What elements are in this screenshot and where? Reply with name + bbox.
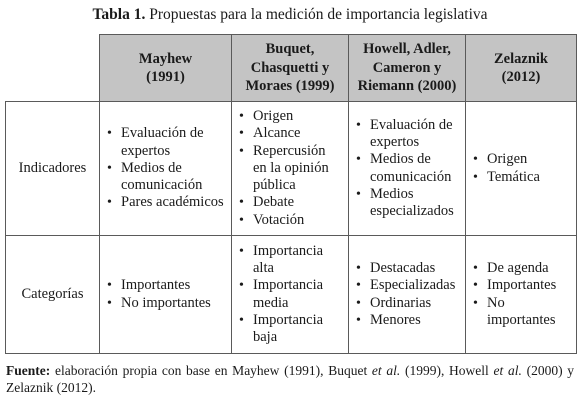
header-buquet: Buquet, Chasquetti y Moraes (1999) [232, 35, 349, 102]
list-item: • Medios de comunicación [355, 151, 459, 185]
list-item: • Importantes [106, 277, 225, 294]
table-title: Propuestas para la medición de importancia legislativa [149, 6, 488, 23]
header-mayhew: Mayhew (1991) [100, 35, 232, 102]
table-source-note: Fuente: elaboración propia con base en Mayhew (1991), Buquet et al. (1999), Howell et al. (2000) y Zelaznik (2012). [6, 363, 575, 395]
cell-indicadores-buquet [232, 102, 349, 236]
header-row [6, 35, 577, 102]
row-label-categorias: Categorías [6, 236, 100, 354]
cell-categorias-buquet [232, 236, 349, 354]
table-caption [0, 6, 580, 24]
cell-indicadores-zelaznik [466, 102, 577, 236]
list-item: • Importancia baja [238, 312, 342, 346]
list-item: • Especializadas [355, 277, 459, 294]
list-item: • Debate [238, 194, 342, 211]
list-item: • Temática [472, 169, 570, 186]
list-item: • Importancia media [238, 277, 342, 311]
list-item: • Evaluación de expertos [106, 125, 225, 159]
list-item: • Destacadas [355, 260, 459, 277]
list-item: • Medios especializados [355, 186, 459, 220]
list-item: • Votación [238, 212, 342, 229]
row-label-indicadores: Indicadores [6, 102, 100, 236]
list-item: • De agenda [472, 260, 570, 277]
list-item: • Origen [238, 108, 342, 125]
list-item: • Evaluación de expertos [355, 117, 459, 151]
cell-indicadores-howell [349, 102, 466, 236]
table-row-categorias [6, 236, 577, 354]
list-item: • Repercusión en la opinión pública [238, 143, 342, 195]
list-item: • Origen [472, 151, 570, 168]
list-item: • Ordinarias [355, 295, 459, 312]
list-item: • Medios de comunicación [106, 160, 225, 194]
corner-cell [6, 35, 100, 102]
cell-categorias-howell [349, 236, 466, 354]
list-item: • Importancia alta [238, 243, 342, 277]
cell-indicadores-mayhew [100, 102, 232, 236]
source-label: Fuente: [6, 363, 51, 378]
table-number: Tabla 1. [92, 6, 146, 23]
cell-categorias-zelaznik [466, 236, 577, 354]
header-howell: Howell, Adler, Cameron y Riemann (2000) [349, 35, 466, 102]
header-zelaznik: Zelaznik (2012) [466, 35, 577, 102]
table-row-indicadores [6, 102, 577, 236]
list-item: • Pares académicos [106, 194, 225, 211]
list-item: • Menores [355, 312, 459, 329]
list-item: • No importantes [106, 295, 225, 312]
cell-categorias-mayhew [100, 236, 232, 354]
list-item: • No importantes [472, 295, 570, 329]
measurement-proposals-table [5, 34, 577, 354]
list-item: • Importantes [472, 277, 570, 294]
list-item: • Alcance [238, 125, 342, 142]
